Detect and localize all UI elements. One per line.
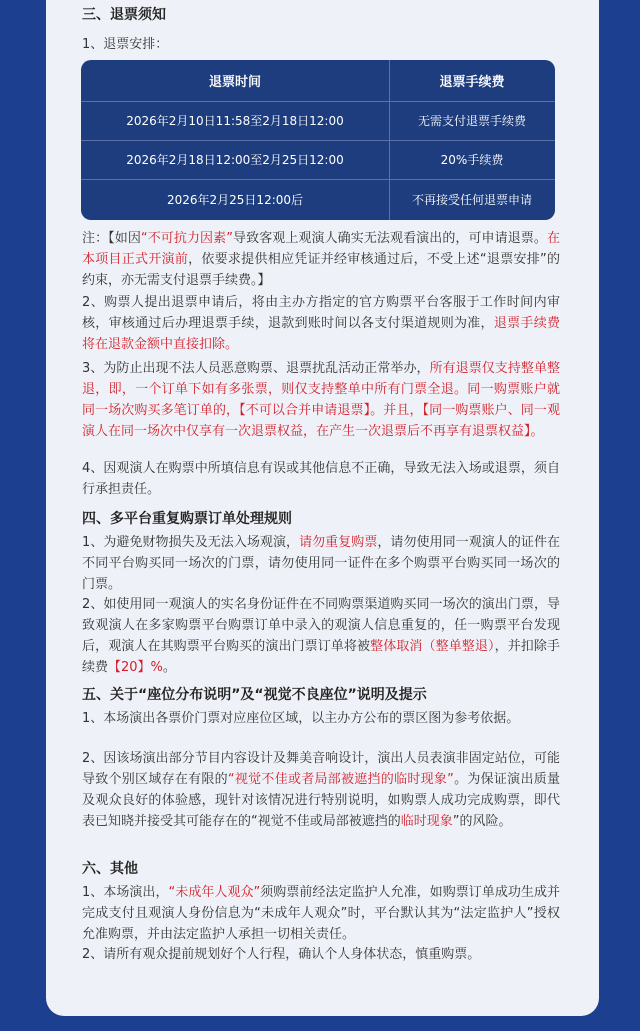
header-refund-fee: 退票手续费: [439, 75, 505, 90]
duplicate-paragraph-1: 1、为避免财物损失及无法入场观演，请勿重复购票，请勿使用同一观演人的证件在不同平台购买同一场次的门票，请勿使用同一证件在多个购票平台购买同一场次的门票。: [82, 535, 560, 592]
table-row: [81, 101, 555, 140]
force-majeure-note: 注：【如因“不可抗力因素”导致客观上观演人确实无法观看演出的，可申请退票。在本项目正式开演前，依要求提供相应凭证并经审核通过后，不受上述“退票安排”的约束，亦无需支付退票手续费。】: [82, 231, 560, 288]
refund-fee-cell: 无需支付退票手续费: [417, 114, 526, 128]
table-header-row: [81, 60, 555, 101]
refund-table: [81, 60, 555, 220]
rules-card: [46, 0, 599, 1016]
refund-time-cell: 2026年2月18日12:00至2月25日12:00: [126, 153, 344, 167]
other-paragraph-1: 1、本场演出，“未成年人观众”须购票前经法定监护人允准，如购票订单成功生成并完成支付且观演人身份信息为“未成年人观众”时，平台默认其为“法定监护人”授权允准购票，并由法定监护人承担一切相关责任。: [82, 885, 560, 942]
section-title-duplicate: 四、多平台重复购票订单处理规则: [82, 511, 292, 527]
seating-paragraph-2: 2、因该场演出部分节目内容设计及舞美音响设计，演出人员表演非固定站位，可能导致个别区域存在有限的“视觉不佳或者局部被遮挡的临时现象”。为保证演出质量及观众良好的体验感，现针对该情况进行特别说明，如购票人成功完成购票，即代表已知晓并接受其可能存在的“视觉不佳或局部被遮挡的临时现象”的风险。: [82, 751, 560, 829]
refund-time-cell: 2026年2月25日12:00后: [166, 193, 304, 207]
refund-paragraph-2: 2、购票人提出退票申请后，将由主办方指定的官方购票平台客服于工作时间内审核，审核通过后办理退票手续，退款到账时间以各支付渠道规则为准，退票手续费将在退款金额中直接扣除。: [82, 295, 560, 352]
duplicate-paragraph-2: 2、如使用同一观演人的实名身份证件在不同购票渠道购买同一场次的演出门票，导致观演人在多家购票平台购票订单中录入的观演人信息重复的，任一购票平台发现后，观演人在其购票平台购买的演出门票订单将被整体取消（整单整退），并扣除手续费【20】%。: [82, 597, 560, 675]
other-paragraph-2: 2、请所有观众提前规划好个人行程，确认个人身体状态，慎重购票。: [82, 947, 481, 962]
section-title-seating: 五、关于“座位分布说明”及“视觉不良座位”说明及提示: [82, 687, 427, 703]
section-title-other: 六、其他: [82, 861, 138, 877]
refund-paragraph-3: 3、为防止出现不法人员恶意购票、退票扰乱活动正常举办，所有退票仅支持整单整退，即，一个订单下如有多张票，则仅支持整单中所有门票全退。同一购票账户就同一场次购买多笔订单的，【不可以合并申请退票】。并且，【同一购票账户、同一观演人在同一场次中仅享有一次退票权益，在产生一次退票后不再享有退票权益】。: [82, 361, 560, 439]
section-title-refund: 三、退票须知: [82, 7, 166, 23]
seating-paragraph-1: 1、本场演出各票价门票对应座位区域，以主办方公布的票区图为参考依据。: [82, 711, 520, 726]
refund-arrangement-title: 1、退票安排：: [82, 37, 169, 52]
refund-paragraph-4: 4、因观演人在购票中所填信息有误或其他信息不正确，导致无法入场或退票，须自行承担责任。: [82, 461, 560, 497]
refund-fee-cell: 不再接受任何退票申请: [411, 193, 532, 207]
header-refund-time: 退票时间: [208, 75, 261, 90]
table-row: [81, 140, 555, 179]
table-row: [81, 179, 555, 220]
refund-fee-cell: 20%手续费: [440, 153, 504, 167]
refund-time-cell: 2026年2月10日11:58至2月18日12:00: [126, 114, 344, 128]
